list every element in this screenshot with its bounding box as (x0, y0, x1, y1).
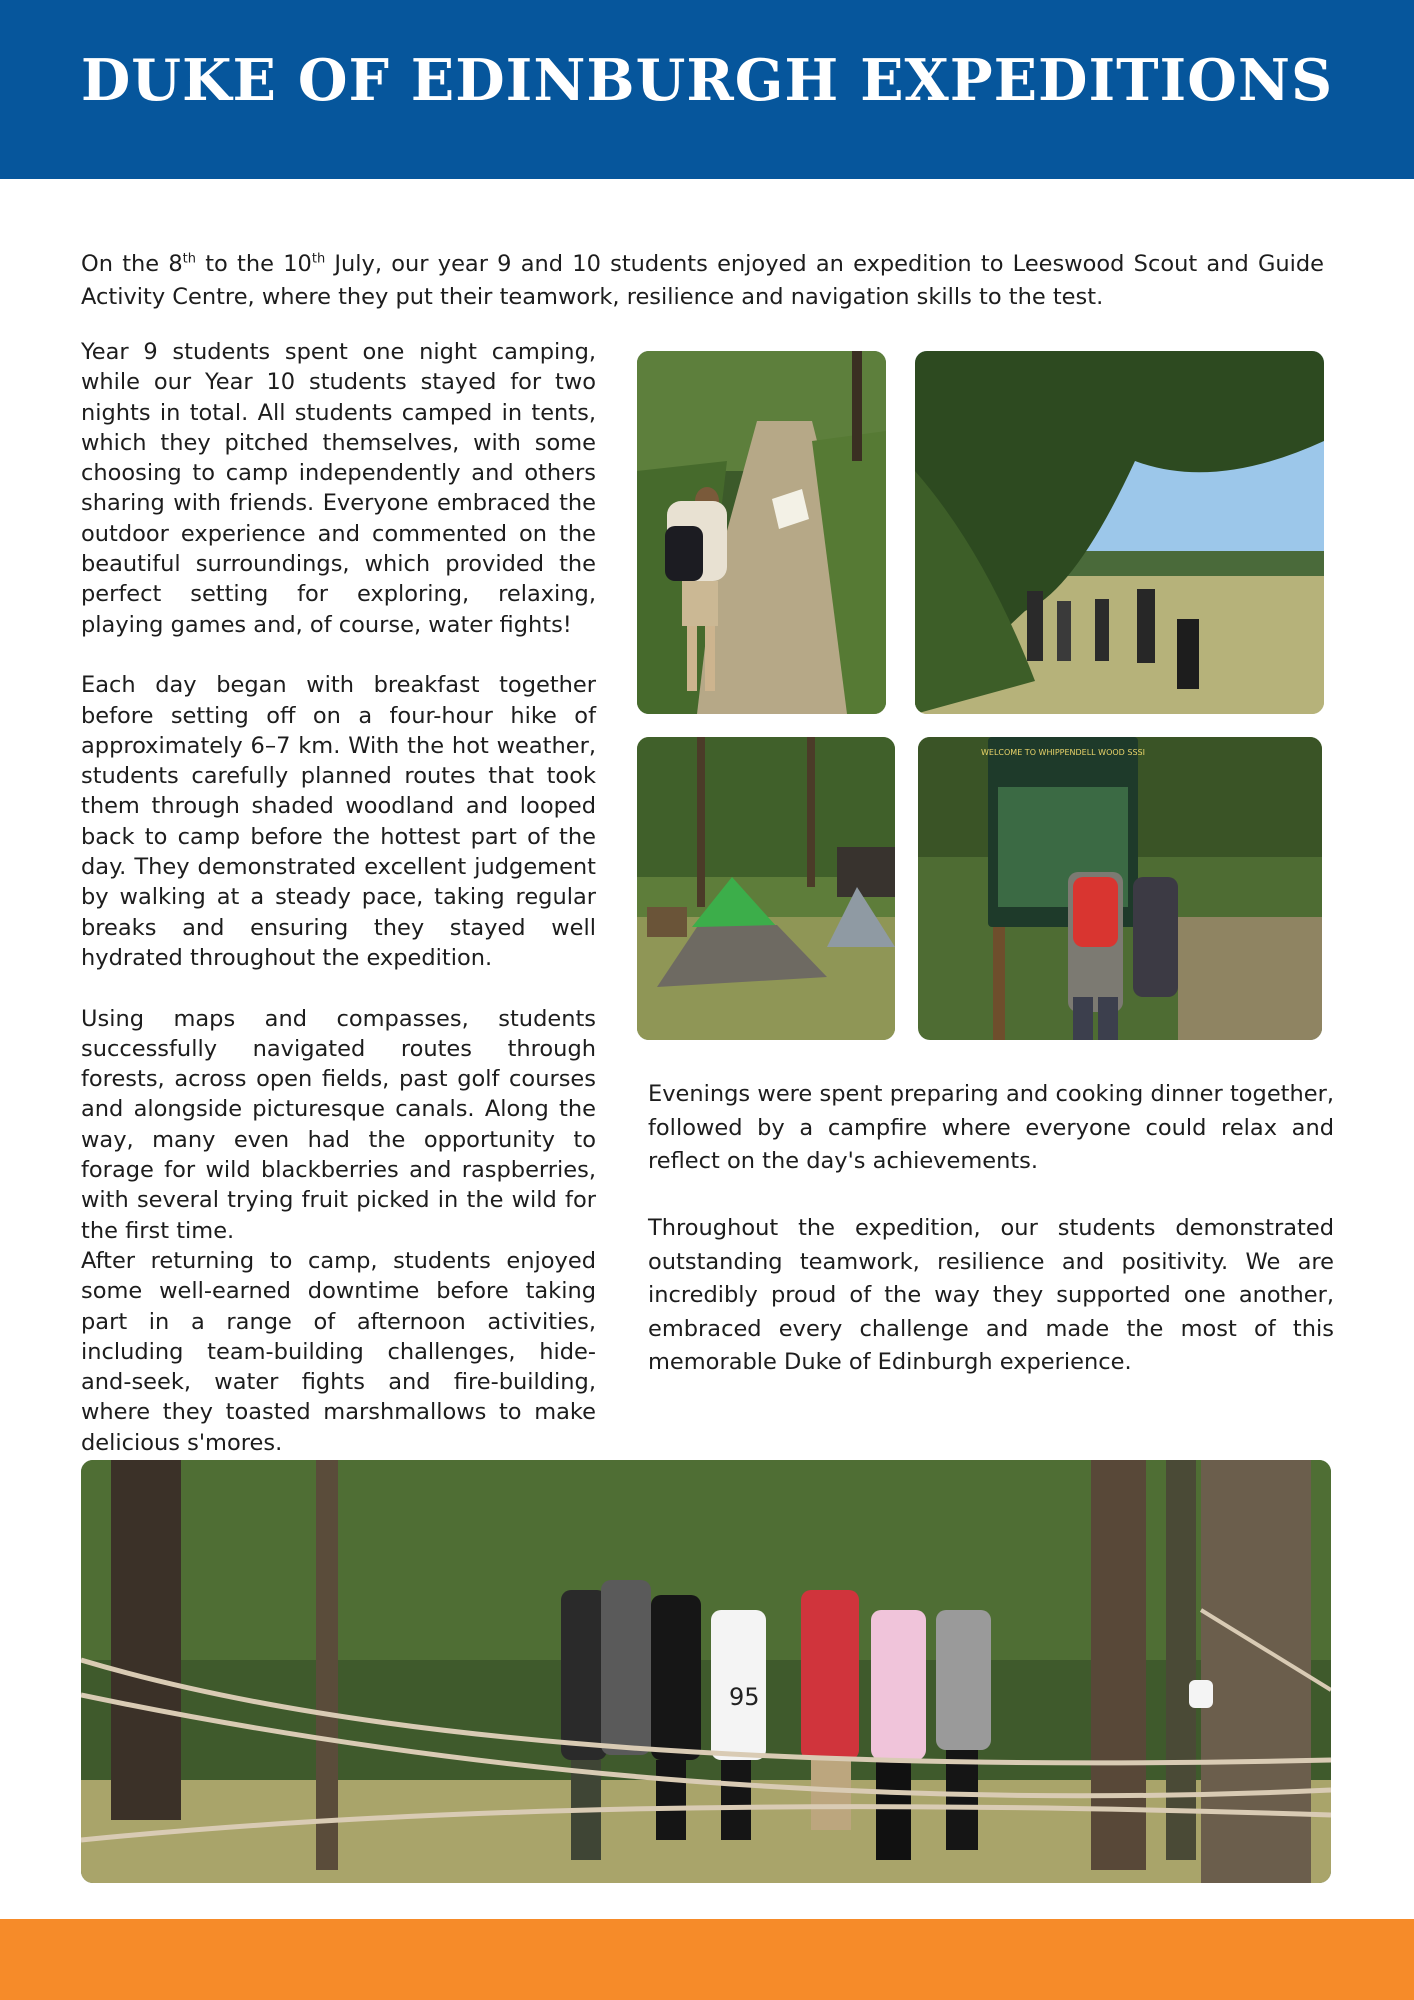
conclusion-paragraph: Throughout the expedition, our students demonstrated outstanding teamwork, resilience and positivity. We are incredibly proud of the way they supported one another, embraced every challenge and made the most of this memorable Duke of Edinburgh experience. (648, 1215, 1334, 1375)
footer-bar (0, 1919, 1414, 2000)
photo-girl-on-path (637, 351, 886, 714)
page-title: DUKE OF EDINBURGH EXPEDITIONS (80, 47, 1334, 114)
header-banner (0, 0, 1414, 179)
left-text-column (81, 337, 596, 1458)
evenings-paragraph: Evenings were spent preparing and cooking dinner together, followed by a campfire where everyone could relax and reflect on the day's achievements. (648, 1081, 1334, 1174)
sign-text: WELCOME TO WHIPPENDELL WOOD SSSI (981, 748, 1145, 757)
intro-text-1: On the 8 (81, 251, 183, 277)
camping-paragraph: Year 9 students spent one night camping, while our Year 10 students stayed for two nights in total. All students camped in tents, which they pitched themselves, with some choosing to camp independently and others sharing with friends. Everyone embraced the outdoor experience and commented on the beautiful surroundings, which provided the perfect setting for exploring, relaxing, playing games and, of course, water fights! (81, 339, 596, 638)
intro-text-3: July, our year 9 and 10 students enjoyed an expedition to Leeswood Scout and Guide Activity Centre, where they put their teamwork, resilience and navigation skills to the test. (81, 251, 1325, 310)
intro-ordinal-2: th (311, 251, 326, 267)
photo-whippendell-sign (918, 737, 1322, 1040)
right-text-column (648, 1078, 1334, 1380)
activities-paragraph: After returning to camp, students enjoyed some well-earned downtime before taking part in a range of afternoon activities, including team-building challenges, hide-and-seek, water fights and fire-building, where they toasted marshmallows to make delicious s'mores. (81, 1247, 596, 1456)
shirt-number: 95 (729, 1683, 760, 1711)
hiking-paragraph: Each day began with breakfast together before setting off on a four-hour hike of approximately 6–7 km. With the hot weather, students carefully planned routes that took them through shaded woodland and looped back to camp before the hottest part of the day. They demonstrated excellent judgement by walking at a steady pace, taking regular breaks and ensuring they stayed well hydrated throughout the expedition. (81, 672, 596, 971)
intro-ordinal-1: th (182, 251, 197, 267)
photo-campsite-tents (637, 737, 895, 1040)
photo-group-in-field (915, 351, 1324, 714)
intro-paragraph (81, 248, 1324, 314)
photo-team-building-ropes (81, 1460, 1331, 1883)
navigation-paragraph: Using maps and compasses, students successfully navigated routes through forests, across open fields, past golf courses and alongside picturesque canals. Along the way, many even had the opportunity to forage for wild blackberries and raspberries, with several trying fruit picked in the wild for the first time. (81, 1005, 596, 1244)
intro-text-2: to the 10 (196, 251, 312, 277)
